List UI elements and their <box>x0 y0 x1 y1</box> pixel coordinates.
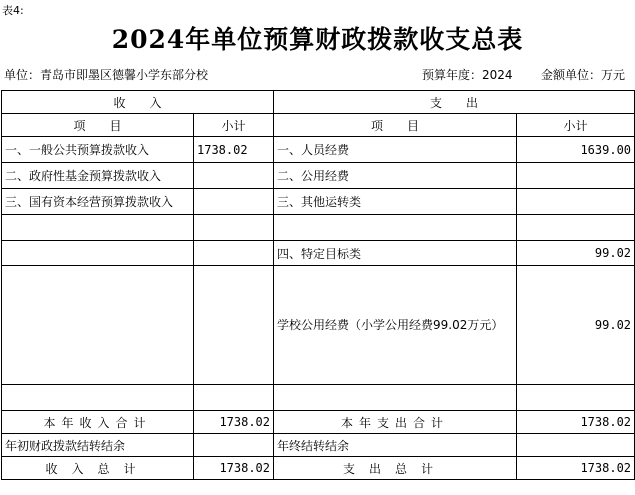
expense-subtotal-header: 小计 <box>517 114 635 137</box>
expense-item-header: 项 目 <box>274 114 517 137</box>
income-item: 三、国有资本经营预算拨款收入 <box>2 189 194 215</box>
income-sum-label: 收入总计 <box>2 457 194 480</box>
table-row <box>2 137 635 163</box>
expense-item: 学校公用经费（小学公用经费99.02万元） <box>274 266 517 385</box>
unit-label: 单位：青岛市即墨区德馨小学东部分校 <box>4 68 209 82</box>
year-income-total-value: 1738.02 <box>194 411 274 434</box>
table-row <box>2 163 635 189</box>
carry-out-label: 年终结转结余 <box>274 434 517 457</box>
income-value <box>194 385 274 411</box>
income-value <box>194 241 274 266</box>
carry-in-value <box>194 434 274 457</box>
expense-value: 1639.00 <box>517 137 635 163</box>
year-income-total-label: 本年收入合计 <box>2 411 194 434</box>
income-item: 二、政府性基金预算拨款收入 <box>2 163 194 189</box>
income-value <box>194 163 274 189</box>
expense-item: 一、人员经费 <box>274 137 517 163</box>
year-expense-total-label: 本年支出合计 <box>274 411 517 434</box>
table-row <box>2 241 635 266</box>
expense-value <box>517 385 635 411</box>
expense-item <box>274 385 517 411</box>
column-header-row <box>2 114 635 137</box>
expense-item: 三、其他运转类 <box>274 189 517 215</box>
carryover-row <box>2 434 635 457</box>
table-row <box>2 266 635 385</box>
income-sum-value: 1738.02 <box>194 457 274 480</box>
expense-sum-label: 支出总计 <box>274 457 517 480</box>
carry-out-value <box>517 434 635 457</box>
year-expense-total-value: 1738.02 <box>517 411 635 434</box>
income-section-header: 收 入 <box>2 91 274 114</box>
grand-total-row <box>2 457 635 480</box>
table-row <box>2 385 635 411</box>
expense-item <box>274 215 517 241</box>
expense-sum-value: 1738.02 <box>517 457 635 480</box>
expense-section-header: 支 出 <box>274 91 635 114</box>
expense-item: 四、特定目标类 <box>274 241 517 266</box>
table-row <box>2 189 635 215</box>
money-unit-label: 金额单位：万元 <box>541 68 626 82</box>
carry-in-label: 年初财政拨款结转结余 <box>2 434 194 457</box>
income-subtotal-header: 小计 <box>194 114 274 137</box>
expense-value <box>517 163 635 189</box>
budget-year-label: 预算年度：2024 <box>422 68 513 82</box>
page-title: 2024年单位预算财政拨款收支总表 <box>111 25 524 54</box>
expense-value: 99.02 <box>517 241 635 266</box>
income-item <box>2 266 194 385</box>
budget-table <box>1 90 635 480</box>
table-row <box>2 215 635 241</box>
income-item-header: 项 目 <box>2 114 194 137</box>
income-value <box>194 189 274 215</box>
income-item <box>2 241 194 266</box>
expense-item: 二、公用经费 <box>274 163 517 189</box>
income-item <box>2 215 194 241</box>
income-value <box>194 266 274 385</box>
table-number-label: 表4: <box>2 4 24 17</box>
expense-value <box>517 189 635 215</box>
expense-value: 99.02 <box>517 266 635 385</box>
income-value <box>194 215 274 241</box>
year-total-row <box>2 411 635 434</box>
income-item: 一、一般公共预算拨款收入 <box>2 137 194 163</box>
section-header-row <box>2 91 635 114</box>
income-value: 1738.02 <box>194 137 274 163</box>
expense-value <box>517 215 635 241</box>
income-item <box>2 385 194 411</box>
